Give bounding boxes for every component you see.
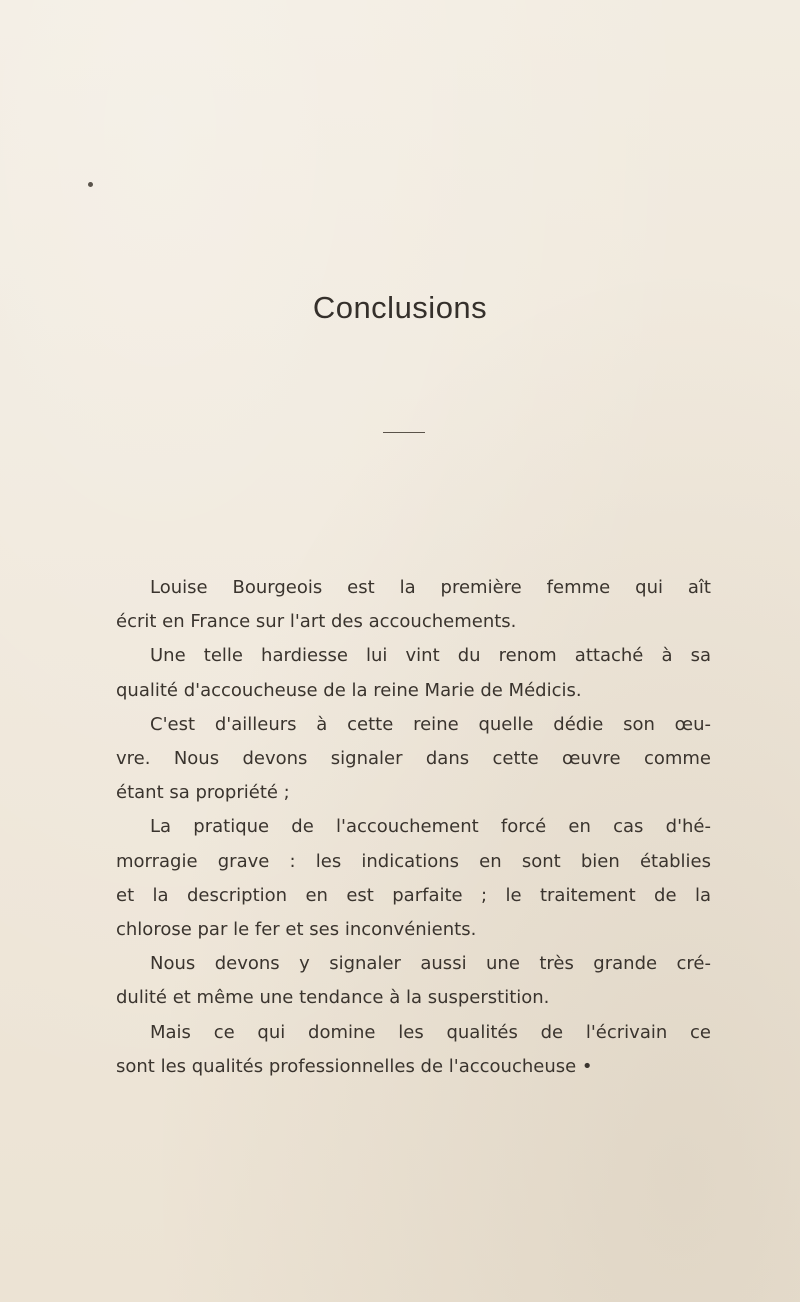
text-line: Louise Bourgeois est la première femme qui aît	[150, 577, 711, 598]
text-line: Nous devons y signaler aussi une très grande cré-	[150, 953, 711, 975]
text-line: dulité et même une tendance à la susperstition.	[116, 987, 550, 1009]
body-text	[116, 571, 711, 1084]
page-title: Conclusions	[312, 290, 488, 325]
text-line: sont les qualités professionnelles de l'accoucheuse •	[116, 1055, 593, 1077]
text-line: étant sa propriété ;	[116, 782, 290, 804]
title-divider	[383, 432, 425, 433]
text-line: Une telle hardiesse lui vint du renom attaché à sa	[150, 645, 711, 667]
text-line: chlorose par le fer et ses inconvénients.	[116, 919, 477, 941]
text-line: et la description en est parfaite ; le traitement de la	[116, 884, 711, 906]
text-line: écrit en France sur l'art des accouchements.	[116, 611, 517, 633]
text-line: vre. Nous devons signaler dans cette œuvre comme	[116, 748, 711, 770]
text-line: morragie grave : les indications en sont bien établies	[116, 850, 711, 872]
ink-speck	[88, 182, 93, 187]
text-line: C'est d'ailleurs à cette reine quelle dédie son œu-	[150, 713, 711, 735]
text-line: La pratique de l'accouchement forcé en cas d'hé-	[150, 816, 711, 838]
text-line: Mais ce qui domine les qualités de l'écrivain ce	[150, 1021, 711, 1043]
text-line: qualité d'accoucheuse de la reine Marie de Médicis.	[116, 679, 582, 701]
